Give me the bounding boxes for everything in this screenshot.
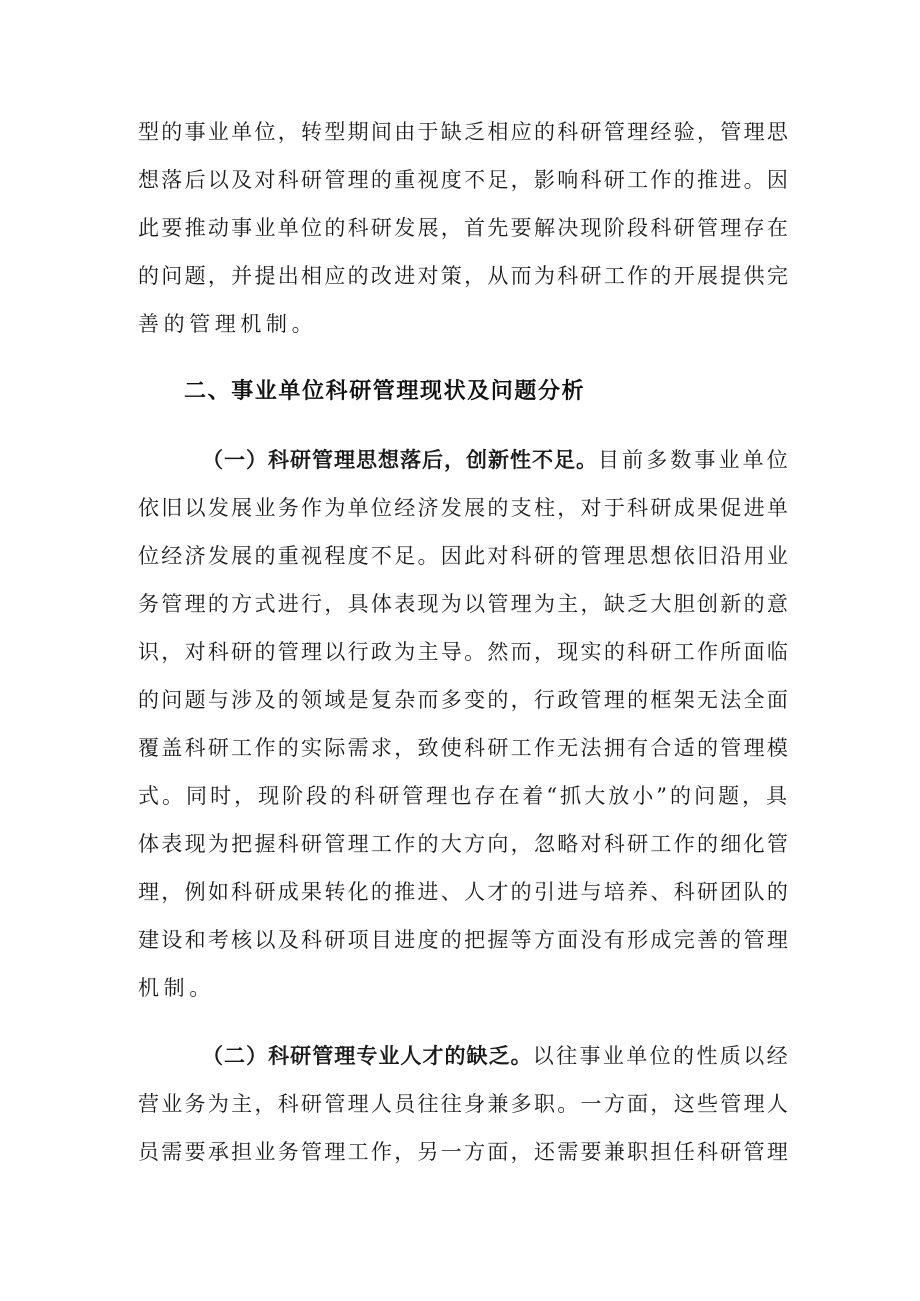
paragraph1-line-4: 的问题，并提出相应的改进对策，从而为科研工作的开展提供完 <box>138 264 790 288</box>
item1-line-8: 式。同时，现阶段的科研管理也存在着“抓大放小”的问题，具 <box>138 784 790 808</box>
item1-first-line-rest: 目前多数事业单位 <box>598 448 791 472</box>
item1-first-line <box>202 440 790 480</box>
item1-bold-lead: （一）科研管理思想落后，创新性不足。 <box>202 448 598 472</box>
paragraph1-line-5: 善的管理机制。 <box>138 312 318 336</box>
paragraph1-line-1: 型的事业单位，转型期间由于缺乏相应的科研管理经验，管理思 <box>138 120 790 144</box>
paragraph1-line-3: 此要推动事业单位的科研发展，首先要解决现阶段科研管理存在 <box>138 216 790 240</box>
section-heading: 二、事业单位科研管理现状及问题分析 <box>184 379 586 404</box>
paragraph1-line-2: 想落后以及对科研管理的重视度不足，影响科研工作的推进。因 <box>138 168 790 192</box>
item1-line-10: 理，例如科研成果转化的推进、人才的引进与培养、科研团队的 <box>138 880 790 904</box>
item1-line-7: 覆盖科研工作的实际需求，致使科研工作无法拥有合适的管理模 <box>138 736 790 760</box>
item1-line-11: 建设和考核以及科研项目进度的把握等方面没有形成完善的管理 <box>138 928 790 952</box>
item1-line-6: 的问题与涉及的领域是复杂而多变的，行政管理的框架无法全面 <box>138 688 790 712</box>
item2-bold-lead: （二）科研管理专业人才的缺乏。 <box>202 1044 533 1068</box>
item2-first-line <box>202 1036 790 1076</box>
item2-line-3: 员需要承担业务管理工作，另一方面，还需要兼职担任科研管理 <box>138 1140 790 1164</box>
item2-line-2: 营业务为主，科研管理人员往往身兼多职。一方面，这些管理人 <box>138 1092 790 1116</box>
item1-line-3: 位经济发展的重视程度不足。因此对科研的管理思想依旧沿用业 <box>138 544 790 568</box>
item1-line-12: 机制。 <box>138 976 215 1000</box>
item1-line-4: 务管理的方式进行，具体表现为以管理为主，缺乏大胆创新的意 <box>138 592 790 616</box>
item1-line-5: 识，对科研的管理以行政为主导。然而，现实的科研工作所面临 <box>138 640 790 664</box>
item1-line-2: 依旧以发展业务作为单位经济发展的支柱，对于科研成果促进单 <box>138 496 790 520</box>
item1-line-9: 体表现为把握科研管理工作的大方向，忽略对科研工作的细化管 <box>138 832 790 856</box>
item2-first-line-rest: 以往事业单位的性质以经 <box>532 1044 790 1068</box>
